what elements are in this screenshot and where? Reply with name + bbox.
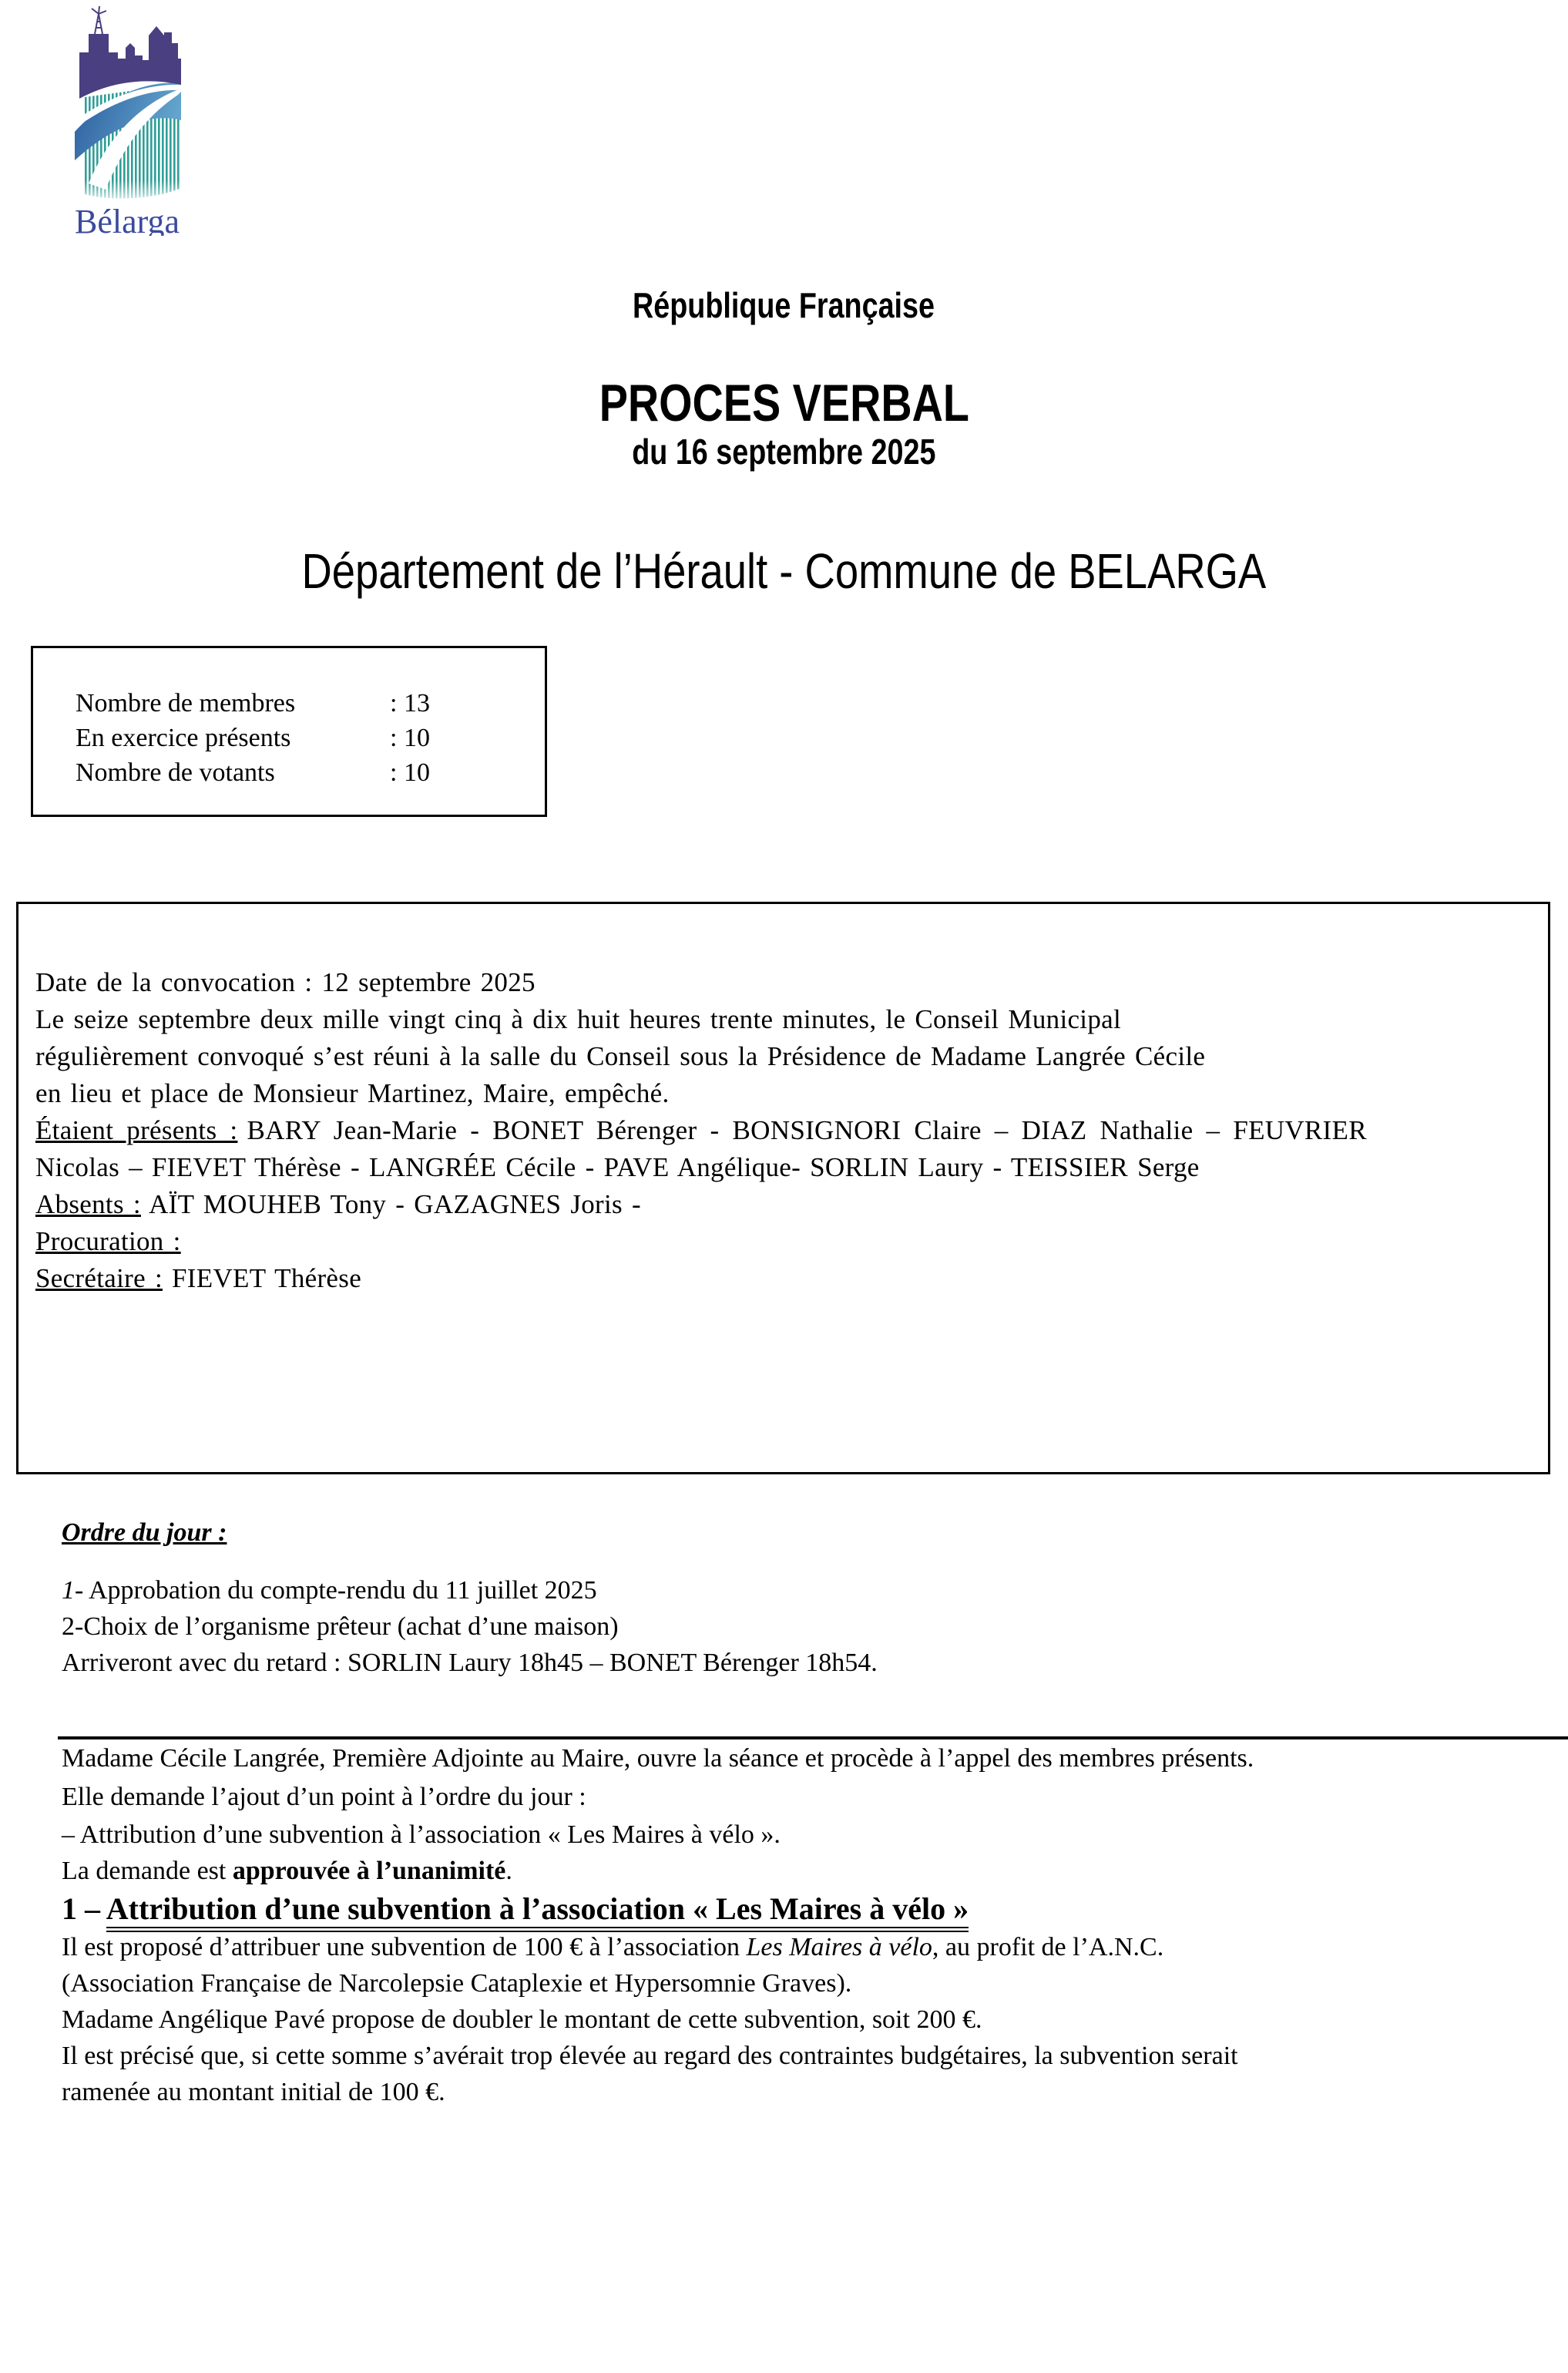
convocation-date: Date de la convocation : 12 septembre 2025 bbox=[35, 967, 536, 997]
agenda-item-1 bbox=[62, 1572, 1518, 1608]
section-1-heading bbox=[62, 1889, 1518, 1929]
approval-decision: approuvée à l’unanimité bbox=[232, 1857, 506, 1885]
members-count-box bbox=[31, 646, 547, 817]
late-arrivals-note: Arriveront avec du retard : SORLIN Laury 18h45 – BONET Bérenger 18h54. bbox=[62, 1649, 878, 1677]
department-commune-title: Département de l’Hérault - Commune de BELARGA bbox=[301, 543, 1267, 599]
proces-verbal-date-line bbox=[0, 433, 1568, 470]
proces-verbal-title-line bbox=[0, 376, 1568, 431]
members-row-label: Nombre de votants bbox=[76, 758, 275, 787]
agenda-item-1-text: Approbation du compte-rendu du 11 juillet 2025 bbox=[83, 1576, 597, 1605]
members-row-label: En exercice présents bbox=[76, 724, 291, 752]
agenda-item-1-number: 1- bbox=[62, 1576, 84, 1605]
meeting-date: du 16 septembre 2025 bbox=[632, 432, 936, 472]
caveat-line-1: Il est précisé que, si cette somme s’avérait trop élevée au regard des contraintes budgétaires, la subvention serait bbox=[62, 2042, 1238, 2070]
agenda-item-2: 2-Choix de l’organisme prêteur (achat d’une maison) bbox=[62, 1612, 619, 1641]
proxy-label: Procuration : bbox=[35, 1226, 181, 1256]
republic-title-line bbox=[0, 287, 1568, 324]
caveat-line-2: ramenée au montant initial de 100 €. bbox=[62, 2078, 445, 2106]
absent-label: Absents : bbox=[35, 1189, 141, 1219]
seance-opening-line: Elle demande l’ajout d’un point à l’ordre du jour : bbox=[62, 1783, 586, 1811]
double-amount-line: Madame Angélique Pavé propose de doubler le montant de cette subvention, soit 200 €. bbox=[62, 2005, 982, 2034]
session-details-box bbox=[16, 902, 1550, 1474]
commune-logo bbox=[65, 5, 189, 236]
present-names-line: BARY Jean-Marie - BONET Bérenger - BONSIGNORI Claire – DIAZ Nathalie – FEUVRIER bbox=[247, 1115, 1367, 1145]
members-row-value: : 10 bbox=[390, 724, 430, 752]
present-names-line: Nicolas – FIEVET Thérèse - LANGRÉE Cécile - PAVE Angélique- SORLIN Laury - TEISSIER Serge bbox=[35, 1152, 1200, 1182]
members-row bbox=[76, 686, 545, 721]
approval-statement bbox=[62, 1853, 1518, 1889]
members-row bbox=[76, 721, 545, 755]
logo-wordmark: Bélarga bbox=[74, 203, 180, 236]
proxy-paragraph bbox=[35, 1223, 1528, 1260]
session-opening-paragraph bbox=[35, 1001, 1528, 1112]
members-row-value: : 10 bbox=[390, 758, 430, 787]
added-agenda-item: – Attribution d’une subvention à l’association « Les Maires à vélo ». bbox=[62, 1820, 781, 1849]
proposal-text-2: , au profit de l’A.N.C. bbox=[932, 1933, 1164, 1961]
agenda-items bbox=[62, 1572, 1518, 1645]
approval-suffix: . bbox=[505, 1857, 512, 1885]
absent-names: AÏT MOUHEB Tony - GAZAGNES Joris - bbox=[149, 1189, 641, 1219]
section-1-title: Attribution d’une subvention à l’association « Les Maires à vélo » bbox=[106, 1891, 969, 1932]
seance-opening-line: Madame Cécile Langrée, Première Adjointe au Maire, ouvre la séance et procède à l’appel des membres présents. bbox=[62, 1744, 1254, 1773]
secretary-paragraph bbox=[35, 1260, 1528, 1297]
logo-bottom-fade bbox=[77, 180, 185, 205]
subvention-proposal-paragraph bbox=[62, 1929, 1518, 2002]
opening-line: régulièrement convoqué s’est réuni à la salle du Conseil sous la Présidence de Madame Langrée Cécile bbox=[35, 1041, 1206, 1071]
seance-opening-paragraph bbox=[62, 1739, 1518, 1817]
page-title: PROCES VERBAL bbox=[599, 374, 969, 432]
opening-line: Le seize septembre deux mille vingt cinq à dix huit heures trente minutes, le Conseil Municipal bbox=[35, 1004, 1121, 1034]
members-row-label: Nombre de membres bbox=[76, 689, 296, 718]
logo-windmill bbox=[92, 6, 106, 34]
section-1-number: 1 – bbox=[62, 1891, 106, 1926]
proposal-line-1 bbox=[62, 1933, 1163, 1961]
republic-title: République Française bbox=[633, 285, 935, 325]
proposal-text-1: Il est proposé d’attribuer une subvention de 100 € à l’association bbox=[62, 1933, 747, 1961]
final-paragraph bbox=[62, 2002, 1518, 2110]
opening-line: en lieu et place de Monsieur Martinez, Maire, empêché. bbox=[35, 1078, 670, 1108]
secretary-name: FIEVET Thérèse bbox=[172, 1263, 362, 1293]
main-content bbox=[62, 1514, 1518, 2110]
present-label: Étaient présents : bbox=[35, 1115, 238, 1145]
members-row bbox=[76, 755, 545, 790]
approval-prefix: La demande est bbox=[62, 1857, 233, 1885]
belarga-logo-graphic bbox=[65, 5, 189, 236]
department-commune-line bbox=[0, 543, 1568, 599]
members-row-value: : 13 bbox=[390, 689, 430, 718]
agenda-title: Ordre du jour : bbox=[62, 1518, 227, 1547]
proposal-line-2: (Association Française de Narcolepsie Cataplexie et Hypersomnie Graves). bbox=[62, 1969, 852, 1998]
absent-members-paragraph bbox=[35, 1186, 1528, 1223]
secretary-label: Secrétaire : bbox=[35, 1263, 163, 1293]
present-members-paragraph bbox=[35, 1112, 1528, 1186]
association-name-italic: Les Maires à vélo bbox=[746, 1933, 932, 1961]
